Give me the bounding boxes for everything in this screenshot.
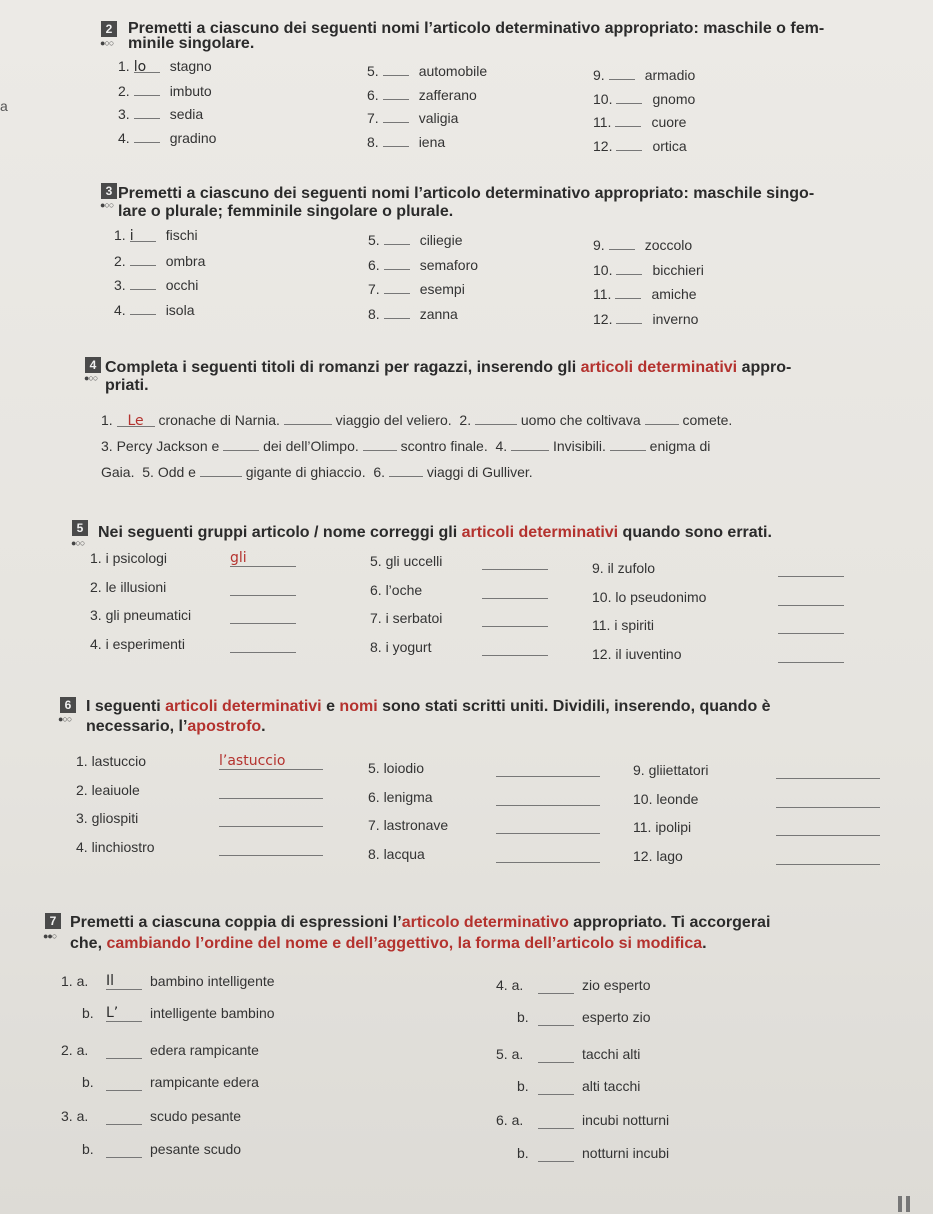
item-number: 6. <box>368 256 380 273</box>
sentence-text: Gaia. <box>101 464 135 480</box>
page-edge-mark <box>898 1196 902 1212</box>
item-word: fischi <box>165 227 198 243</box>
exercise-title <box>86 696 771 718</box>
pair-label: 5. a. <box>496 1046 524 1062</box>
item-number: 10. <box>593 90 613 107</box>
answer-blank[interactable] <box>475 411 517 425</box>
item-number: 5. <box>368 232 380 248</box>
pair-label: 1. a. <box>61 973 89 989</box>
list-item: 8. lacqua <box>368 845 425 862</box>
item-word: ciliegie <box>419 232 463 248</box>
answer-blank[interactable] <box>106 1141 142 1158</box>
answer-blank[interactable] <box>383 62 409 76</box>
answer-blank[interactable] <box>106 1042 142 1059</box>
list-item <box>118 58 212 74</box>
exercise-number: 7 <box>45 913 61 929</box>
exercise-title-cont <box>70 933 707 955</box>
title-text: e <box>321 698 340 715</box>
answer-blank[interactable] <box>538 1009 574 1026</box>
item-number: 6. <box>367 86 379 103</box>
answer-blank[interactable] <box>538 977 574 994</box>
answer-blank[interactable] <box>615 285 641 299</box>
item-number: 2. <box>114 252 126 269</box>
item-number: 8. <box>367 133 379 150</box>
page-edge-mark <box>906 1196 910 1212</box>
answer-blank[interactable] <box>223 437 259 451</box>
exercise-number: 3 <box>101 183 117 199</box>
answer-blank[interactable]: gli <box>230 550 296 567</box>
item-word: gnomo <box>652 90 696 107</box>
sentence-line-1 <box>101 411 732 428</box>
difficulty-dots-icon: ●○○ <box>100 38 114 48</box>
answer-blank[interactable] <box>616 310 642 324</box>
item-word: inverno <box>652 310 699 327</box>
list-item: 5. gli uccelli <box>370 553 443 569</box>
list-item: 1. lastuccio <box>76 753 147 769</box>
answer-blank[interactable] <box>776 819 880 836</box>
answer-blank[interactable] <box>776 791 880 808</box>
pair-label: 3. a. <box>61 1108 89 1124</box>
title-highlight: articoli determinativi <box>165 698 322 715</box>
list-item: 12. lago <box>633 847 683 864</box>
list-item: 2. le illusioni <box>90 578 167 595</box>
item-number: 11. <box>593 114 612 130</box>
answer-blank[interactable] <box>363 437 397 451</box>
answer-blank[interactable] <box>482 582 548 599</box>
list-item <box>368 280 465 297</box>
list-item: 6. lenigma <box>368 788 433 805</box>
answer-blank[interactable]: Le <box>117 413 155 427</box>
list-item <box>593 137 687 154</box>
answer-blank[interactable] <box>609 66 635 80</box>
sentence-text: enigma di <box>649 438 711 454</box>
answer-blank[interactable]: L’ <box>106 1005 142 1022</box>
sentence-text: 5. Odd e <box>142 464 196 480</box>
list-item <box>114 252 205 269</box>
item-number: 2. <box>459 412 472 428</box>
list-item <box>593 66 695 83</box>
difficulty-dots-icon: ●○○ <box>100 200 114 210</box>
pair-text: pesante scudo <box>150 1141 242 1157</box>
item-number: 6. <box>373 464 386 480</box>
sentence-text: dei dell’Olimpo. <box>263 438 359 454</box>
list-item <box>367 62 487 79</box>
pair-text: edera rampicante <box>150 1042 259 1058</box>
pair-label: b. <box>517 1009 529 1025</box>
list-item <box>593 236 692 253</box>
answer-blank[interactable] <box>778 560 844 577</box>
item-word: esempi <box>419 281 465 297</box>
sentence-text: scontro finale. <box>400 438 488 454</box>
list-item <box>367 109 458 126</box>
item-word: bicchieri <box>652 261 704 278</box>
answer-blank[interactable] <box>482 639 548 656</box>
answer-blank[interactable] <box>134 105 160 119</box>
answer-blank[interactable] <box>776 762 880 779</box>
answer-blank[interactable] <box>384 256 410 270</box>
item-word: zafferano <box>418 86 477 103</box>
difficulty-dots-icon: ●○○ <box>71 538 85 548</box>
list-item <box>118 105 203 122</box>
list-item: 9. il zufolo <box>592 560 656 576</box>
list-item: 1. i psicologi <box>90 550 168 566</box>
answer-blank[interactable] <box>778 646 844 663</box>
item-number: 10. <box>593 261 613 278</box>
list-item <box>368 305 458 322</box>
answer-blank[interactable] <box>496 846 600 863</box>
exercise-title: Premetti a ciascuno dei seguenti nomi l’articolo determinativo appropriato: maschile o fem- <box>128 20 825 37</box>
difficulty-dots-icon: ●○○ <box>58 714 72 724</box>
sentence-text: comete. <box>682 412 733 428</box>
answer-blank[interactable] <box>538 1046 574 1063</box>
answer-blank[interactable] <box>130 276 156 290</box>
pair-label: b. <box>82 1005 94 1021</box>
answer-blank[interactable] <box>645 411 679 425</box>
exercise-number: 6 <box>60 697 76 713</box>
answer-blank[interactable] <box>610 437 646 451</box>
title-text: . <box>261 718 266 735</box>
item-word: occhi <box>165 277 199 293</box>
pair-text: intelligente bambino <box>150 1005 275 1021</box>
item-number: 11. <box>593 286 612 302</box>
title-highlight: articolo determinativo <box>401 914 569 931</box>
answer-blank[interactable] <box>284 411 332 425</box>
answer-blank[interactable] <box>200 463 242 477</box>
pair-text: scudo pesante <box>150 1108 242 1124</box>
item-number: 2. <box>118 82 130 99</box>
item-word: iena <box>418 133 446 150</box>
item-number: 12. <box>593 137 613 154</box>
pair-text: tacchi alti <box>582 1046 641 1062</box>
item-word: amiche <box>651 286 697 302</box>
list-item <box>118 82 212 99</box>
answer-blank[interactable]: lo <box>134 59 160 73</box>
exercise-number: 5 <box>72 520 88 536</box>
pair-label: 6. a. <box>496 1112 524 1128</box>
list-item <box>118 129 216 146</box>
answer-blank[interactable] <box>230 607 296 624</box>
answer-blank[interactable] <box>616 137 642 151</box>
sentence-text: cronache di Narnia. <box>158 412 280 428</box>
list-item <box>593 310 698 327</box>
list-item: 11. ipolipi <box>633 819 692 835</box>
answer-blank[interactable] <box>384 305 410 319</box>
answer-blank[interactable] <box>134 129 160 143</box>
answer-blank[interactable] <box>134 82 160 96</box>
item-number: 3. <box>114 277 126 293</box>
item-word: gradino <box>169 129 217 146</box>
title-text: appropriato. Ti accorgerai <box>568 914 771 931</box>
item-number: 12. <box>593 310 613 327</box>
answer-blank[interactable] <box>538 1078 574 1095</box>
list-item: 3. gliospiti <box>76 810 139 826</box>
sentence-line-3 <box>101 463 533 480</box>
pair-label: 4. a. <box>496 977 524 993</box>
exercise-title <box>105 357 791 379</box>
title-text: I seguenti <box>86 698 166 715</box>
sentence-text: gigante di ghiaccio. <box>245 464 366 480</box>
answer-blank[interactable] <box>383 109 409 123</box>
answer-blank[interactable] <box>389 463 423 477</box>
list-item: 12. il iuventino <box>592 645 682 662</box>
list-item: 10. leonde <box>633 790 699 807</box>
pair-text: rampicante edera <box>150 1074 259 1090</box>
answer-blank[interactable] <box>778 589 844 606</box>
item-word: ortica <box>652 137 687 154</box>
list-item: 7. i serbatoi <box>370 610 443 626</box>
answer-blank[interactable] <box>482 553 548 570</box>
item-word: armadio <box>644 67 696 83</box>
answer-blank[interactable] <box>609 236 635 250</box>
item-word: automobile <box>418 63 488 79</box>
list-item: 6. l’oche <box>370 581 423 598</box>
item-number: 9. <box>593 67 605 83</box>
list-item <box>593 261 704 278</box>
title-text: quando sono errati. <box>618 524 772 541</box>
difficulty-dots-icon: ●○○ <box>84 373 98 383</box>
item-word: zanna <box>419 305 458 322</box>
list-item: 3. gli pneumatici <box>90 607 192 623</box>
item-word: zoccolo <box>644 237 693 253</box>
answer-blank[interactable] <box>130 252 156 266</box>
sentence-text: viaggi di Gulliver. <box>426 464 533 480</box>
pair-text: notturni incubi <box>582 1145 670 1161</box>
answer-blank[interactable] <box>219 810 323 827</box>
title-highlight: articoli determinativi <box>461 524 619 541</box>
item-word: ombra <box>165 252 206 269</box>
list-item: 11. i spiriti <box>592 617 654 633</box>
answer-blank[interactable] <box>230 579 296 596</box>
pair-label: 2. a. <box>61 1042 89 1058</box>
pair-text: alti tacchi <box>582 1078 641 1094</box>
item-word: cuore <box>651 114 687 130</box>
margin-mark: a <box>0 98 8 114</box>
item-number: 8. <box>368 305 380 322</box>
exercise-title-cont <box>86 716 266 738</box>
list-item: 7. lastronave <box>368 817 449 833</box>
item-word: isola <box>165 301 195 318</box>
list-item <box>114 301 194 318</box>
list-item: 8. i yogurt <box>370 638 432 655</box>
title-text: . <box>702 935 707 952</box>
answer-blank[interactable] <box>496 817 600 834</box>
list-item <box>368 256 478 273</box>
sentence-text: viaggio del veliero. <box>335 412 452 428</box>
exercise-title <box>98 522 772 544</box>
exercise-number: 2 <box>101 21 117 37</box>
list-item <box>593 90 695 107</box>
exercise-title: Premetti a ciascuno dei seguenti nomi l’articolo determinativo appropriato: maschile singo- <box>118 185 815 202</box>
item-number: 7. <box>367 110 379 126</box>
pair-text: esperto zio <box>582 1009 651 1025</box>
pair-text: incubi notturni <box>582 1112 670 1128</box>
answer-blank[interactable] <box>219 839 323 856</box>
item-word: sedia <box>169 106 204 122</box>
answer-blank[interactable] <box>383 86 409 100</box>
answer-blank[interactable] <box>383 133 409 147</box>
item-number: 7. <box>368 281 380 297</box>
list-item <box>368 231 463 248</box>
answer-blank[interactable]: Il <box>106 973 142 990</box>
item-word: semaforo <box>419 256 479 273</box>
title-highlight: apostrofo <box>187 718 262 735</box>
item-number: 4. <box>114 301 126 318</box>
item-number: 4. <box>495 438 508 454</box>
list-item: 4. linchiostro <box>76 838 155 855</box>
pair-label: b. <box>82 1074 94 1090</box>
exercise-number: 4 <box>85 357 101 373</box>
item-number: 4. <box>118 129 130 146</box>
exercise-title <box>70 912 770 934</box>
answer-blank[interactable] <box>106 1074 142 1091</box>
answer-blank[interactable] <box>384 231 410 245</box>
title-text: appro- <box>737 359 792 376</box>
answer-blank[interactable]: l’astuccio <box>219 753 323 770</box>
answer-blank[interactable] <box>219 782 323 799</box>
answer-blank[interactable] <box>496 789 600 806</box>
item-number: 1. <box>101 412 113 428</box>
title-highlight: articoli determinativi <box>580 359 738 376</box>
sentence-text: Invisibili. <box>552 438 606 454</box>
pair-label: b. <box>82 1141 94 1157</box>
exercise-title-cont: minile singolare. <box>128 35 255 52</box>
pair-label: b. <box>517 1145 529 1161</box>
title-text: Nei seguenti gruppi articolo / nome correggi gli <box>98 524 462 541</box>
sentence-text: uomo che coltivava <box>520 412 641 428</box>
item-number: 3. <box>118 106 130 122</box>
pair-text: bambino intelligente <box>150 973 275 989</box>
answer-blank[interactable] <box>130 301 156 315</box>
list-item <box>367 133 445 150</box>
exercise-title-cont: lare o plurale; femminile singolare o plurale. <box>118 203 454 220</box>
answer-blank[interactable] <box>616 90 642 104</box>
title-text: necessario, l’ <box>86 718 188 735</box>
answer-blank[interactable] <box>106 1108 142 1125</box>
title-text: Premetti a ciascuna coppia di espressioni l’ <box>70 914 402 931</box>
answer-blank[interactable] <box>384 280 410 294</box>
title-text: sono stati scritti uniti. Dividili, inserendo, quando è <box>377 698 771 715</box>
item-word: stagno <box>169 58 212 74</box>
item-number: 9. <box>593 237 605 253</box>
exercise-title-cont: priati. <box>105 377 149 394</box>
list-item <box>114 227 198 243</box>
title-text: Completa i seguenti titoli di romanzi per ragazzi, inserendo gli <box>105 359 581 376</box>
answer-blank[interactable] <box>615 113 641 127</box>
item-number: 1. <box>114 227 126 243</box>
list-item <box>367 86 477 103</box>
title-text: che, <box>70 935 107 952</box>
answer-blank[interactable]: i <box>130 228 156 242</box>
sentence-line-2 <box>101 437 710 454</box>
sentence-text: 3. Percy Jackson e <box>101 438 220 454</box>
list-item: 9. gliiettatori <box>633 762 709 778</box>
pair-text: zio esperto <box>582 977 651 993</box>
list-item <box>114 276 198 293</box>
item-number: 5. <box>367 63 379 79</box>
answer-blank[interactable] <box>776 848 880 865</box>
answer-blank[interactable] <box>538 1145 574 1162</box>
list-item: 5. loiodio <box>368 760 425 776</box>
title-highlight: cambiando l’ordine del nome e dell’aggettivo, la forma dell’articolo si modifica <box>106 935 703 952</box>
item-number: 1. <box>118 58 130 74</box>
difficulty-dots-icon: ●●○ <box>43 931 57 941</box>
answer-blank[interactable] <box>616 261 642 275</box>
item-word: valigia <box>418 110 459 126</box>
list-item <box>593 113 686 130</box>
item-word: imbuto <box>169 82 212 99</box>
list-item <box>593 285 697 302</box>
answer-blank[interactable] <box>778 617 844 634</box>
answer-blank[interactable] <box>230 636 296 653</box>
answer-blank[interactable] <box>538 1112 574 1129</box>
answer-blank[interactable] <box>496 760 600 777</box>
list-item: 2. leaiuole <box>76 781 140 798</box>
title-highlight: nomi <box>339 698 378 715</box>
answer-blank[interactable] <box>511 437 549 451</box>
list-item: 4. i esperimenti <box>90 635 185 652</box>
pair-label: b. <box>517 1078 529 1094</box>
list-item: 10. lo pseudonimo <box>592 588 707 605</box>
answer-blank[interactable] <box>482 610 548 627</box>
